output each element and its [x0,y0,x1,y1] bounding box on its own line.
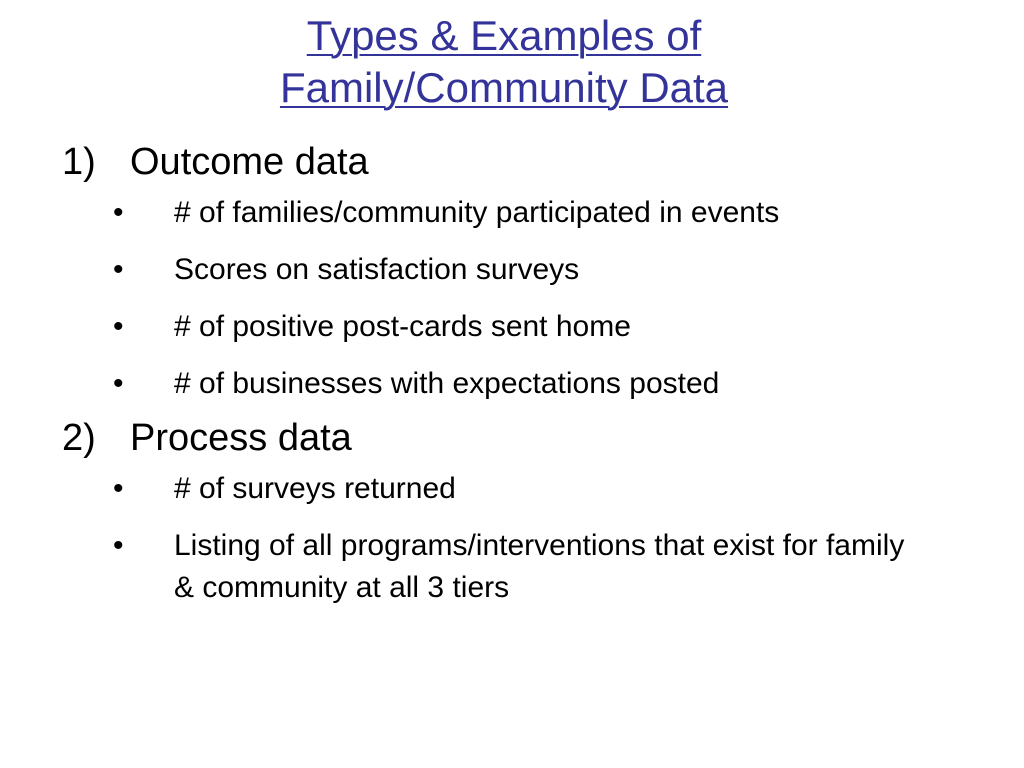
bullet-text: # of surveys returned [174,472,456,505]
section-process-data [62,414,962,609]
bullet-item [62,306,962,348]
bullet-icon: • [113,367,124,400]
bullet-icon: • [113,310,124,343]
bullet-list [62,468,962,609]
section-number: 2) [62,417,96,459]
section-outcome-data [62,138,962,405]
slide-title [0,10,1008,114]
bullet-item [62,249,962,291]
section-title: Process data [130,417,352,459]
bullet-list [62,192,962,405]
bullet-text: Scores on satisfaction surveys [174,253,580,286]
bullet-icon: • [113,529,124,562]
section-heading [62,414,962,462]
section-title: Outcome data [130,141,369,183]
bullet-item [62,192,962,234]
section-number: 1) [62,141,96,183]
bullet-text: Listing of all programs/interventions that exist for family & community at all 3 tiers [174,529,905,604]
title-line-2: Family/Community Data [279,64,729,111]
bullet-text: # of families/community participated in events [174,196,780,229]
bullet-item [62,525,962,609]
section-heading [62,138,962,186]
bullet-item [62,468,962,510]
bullet-text: # of positive post-cards sent home [174,310,631,343]
bullet-text: # of businesses with expectations posted [174,367,720,400]
title-line-1: Types & Examples of [306,12,702,59]
slide-body [62,138,962,624]
bullet-icon: • [113,196,124,229]
bullet-icon: • [113,472,124,505]
bullet-item [62,363,962,405]
bullet-icon: • [113,253,124,286]
